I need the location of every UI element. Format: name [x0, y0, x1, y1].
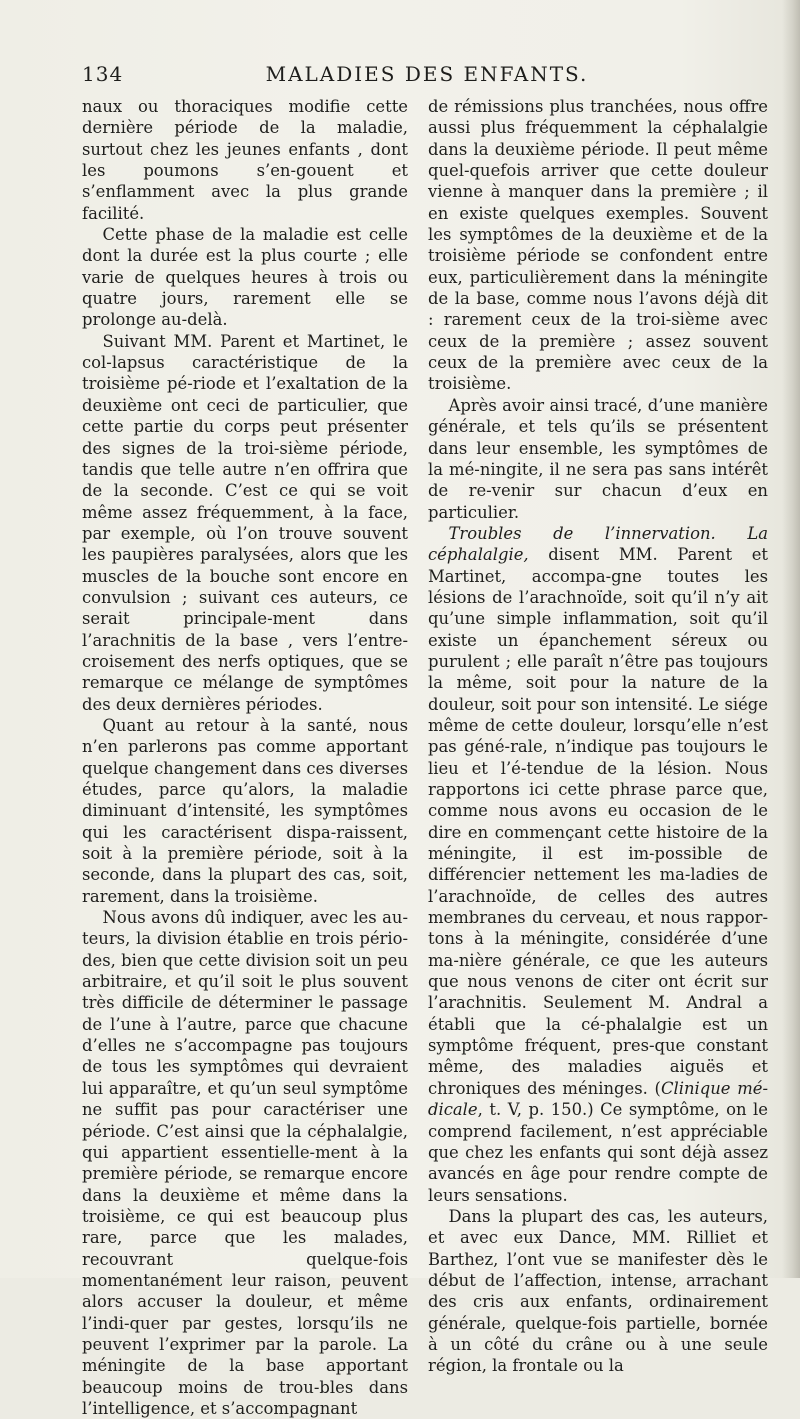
paragraph: Suivant MM. Parent et Martinet, le col-lapsus caractéristique de la troisième pé-riode et l’exaltation de la deuxième ont ceci de particulier, que cette partie du corps peut présenter des signes de la troi-sième période, tandis que telle autre n’en offrira que de la seconde. C’est ce qui se voit même assez fréquemment, à la face, par exemple, où l’on trouve souvent les paupières paralysées, alors que les muscles de la bouche sont encore en convulsion ; suivant ces auteurs, ce serait principale-ment dans l’arachnitis de la base , vers l’entre-croisement des nerfs optiques, que se remarque ce mélange de symptômes des deux dernières périodes.: [82, 331, 408, 714]
paragraph: Après avoir ainsi tracé, d’une manière générale, et tels qu’ils se présentent dans leur ensemble, les symptômes de la mé-ningite, il ne sera pas sans intérêt de re-venir sur chacun d’eux en particulier.: [428, 395, 768, 522]
running-title: MALADIES DES ENFANTS.: [265, 62, 589, 86]
page-edge-shadow: [782, 0, 800, 1278]
paragraph: Quant au retour à la santé, nous n’en parlerons pas comme apportant quelque changement dans ces diverses études, parce qu’alors, la maladie diminuant d’intensité, les symptômes qui les caractérisent dispa-raissent, soit à la première période, soit à la seconde, dans la plupart des cas, soit, rarement, dans la troisième.: [82, 715, 408, 906]
paragraph: Cette phase de la maladie est celle dont la durée est la plus courte ; elle varie de quelques heures à trois ou quatre jours, rarement elle se prolonge au-delà.: [82, 225, 408, 330]
right-column: [428, 96, 768, 1377]
paragraph: naux ou thoraciques modifie cette dernière période de la maladie, surtout chez les jeunes enfants , dont les poumons s’en-gouent et s’enflamment avec la plus grande facilité.: [82, 97, 408, 223]
paragraph: de rémissions plus tranchées, nous offre aussi plus fréquemment la céphalalgie dans la deuxième période. Il peut même quel-quefois arriver que cette douleur vienne à manquer dans la première ; il en existe quelques exemples. Souvent les symptômes de la deuxième et de la troisième période se confondent entre eux, particulièrement dans la méningite de la base, comme nous l’avons déjà dit : rarement ceux de la troi-sième avec ceux de la première ; assez souvent ceux de la première avec ceux de la troisième.: [428, 97, 768, 394]
left-column: [82, 96, 408, 1419]
paragraph-text: disent MM. Parent et Martinet, accompa-gne toutes les lésions de l’arachnoïde, soit qu’il n’y ait qu’une simple inflammation, soit qu’il existe un épanchement séreux ou purulent ; elle paraît n’être pas toujours la même, soit pour la nature de la douleur, soit pour son intensité. Le siége même de cette douleur, lorsqu’elle n’est pas géné-rale, n’indique pas toujours le lieu et l’é-tendue de la lésion. Nous rapportons ici cette phrase parce que, comme nous avons eu occasion de le dire en commençant cette histoire de la méningite, il est im-possible de différencier nettement les ma-ladies de l’arachnoïde, de celles des autres membranes du cerveau, et nous rappor-tons à la méningite, considérée d’une ma-nière générale, ce que les auteurs que nous venons de citer ont écrit sur l’arachnitis. Seulement M. Andral a établi que la cé-phalalgie est un symptôme fréquent, pres-que constant même, des maladies aiguës et chroniques des méninges. (: [428, 545, 768, 1098]
page-number: 134: [82, 62, 124, 86]
paragraph: Nous avons dû indiquer, avec les au-teurs, la division établie en trois pério-des, bien que cette division soit un peu arbitraire, et qu’il soit le plus souvent très difficile de déterminer le passage de l’une à l’autre, parce que chacune d’elles ne s’accompagne pas toujours de tous les symptômes qui devraient lui apparaître, et qu’un seul symptôme ne suffit pas pour caractériser une période. C’est ainsi que la céphalalgie, qui appartient essentielle-ment à la première période, se remarque encore dans la deuxième et même dans la troisième, ce qui est beaucoup plus rare, parce que les malades, recouvrant quelque-fois momentanément leur raison, peuvent alors accuser la douleur, et même l’indi-quer par gestes, lorsqu’ils ne peuvent l’exprimer par la parole. La méningite de la base apportant beaucoup moins de trou-bles dans l’intelligence, et s’accompagnant: [82, 908, 408, 1418]
paragraph-text: , t. V, p. 150.) Ce symptôme, on le comprend facilement, n’est appréciable que chez les enfants qui sont déjà assez avancés en âge pour rendre compte de leurs sensations.: [428, 1100, 768, 1205]
section-heading-italic: Troubles de l’innervation. La céphalalgie,: [428, 523, 768, 565]
paragraph: Dans la plupart des cas, les auteurs, et avec eux Dance, MM. Rilliet et Barthez, l’ont vue se manifester dès le début de l’affection, intense, arrachant des cris aux enfants, ordinairement générale, quelque-fois partielle, bornée à un côté du crâne ou à une seule région, la frontale ou la: [428, 1206, 768, 1376]
citation-title: Clinique mé-dicale: [428, 1078, 768, 1120]
page-header: [82, 62, 772, 88]
paragraph: [428, 523, 768, 1206]
